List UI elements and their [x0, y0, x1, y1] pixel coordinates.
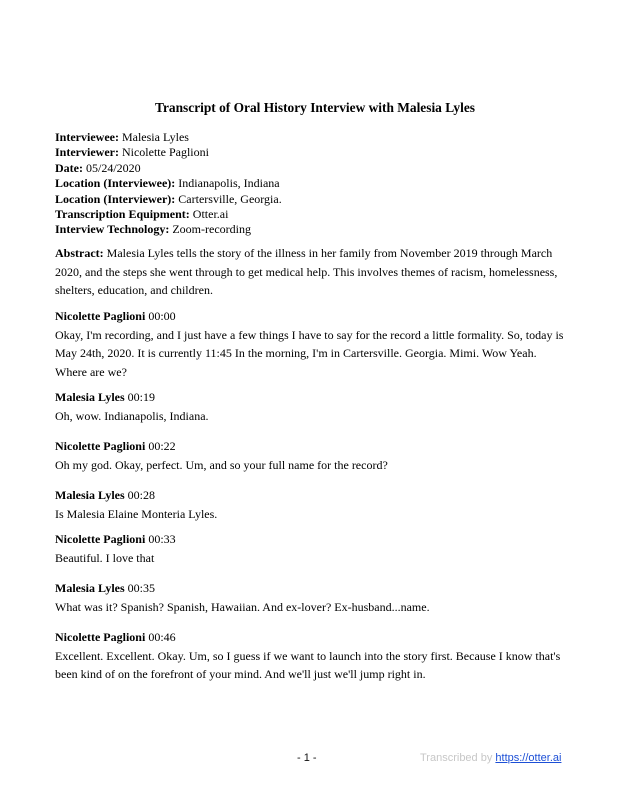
entry-text: Excellent. Excellent. Okay. Um, so I guess if we want to launch into the story first. Because I know that's been kind of on the forefront of your mind. And we'll just we'll jump right in.: [55, 648, 561, 681]
timestamp: 00:33: [148, 532, 176, 546]
timestamp: 00:35: [127, 581, 156, 595]
speaker-name: Nicolette Paglioni: [55, 439, 146, 453]
meta-interview-technology: [55, 222, 282, 237]
abstract-label: Abstract:: [55, 246, 104, 260]
meta-value: Zoom-recording: [172, 222, 251, 237]
meta-location-interviewer: [55, 192, 282, 207]
meta-value: Nicolette Paglioni: [121, 145, 209, 160]
timestamp: 00:00: [148, 309, 176, 323]
meta-label: Location (Interviewee):: [55, 176, 176, 191]
metadata-block: [55, 130, 282, 238]
transcript-entry: [55, 530, 565, 567]
speaker-name: Malesia Lyles: [55, 390, 125, 404]
timestamp: 00:46: [148, 630, 176, 644]
transcript-entry: [55, 437, 565, 474]
entry-header: [55, 486, 565, 505]
otter-link[interactable]: https://otter.ai: [495, 752, 562, 764]
meta-interviewee: [55, 130, 282, 145]
entry-header: [55, 307, 565, 326]
transcript-entry: [55, 628, 565, 684]
meta-value: Otter.ai: [192, 207, 229, 222]
credit-text: Transcribed by: [420, 752, 493, 764]
transcript-entry: [55, 579, 565, 616]
transcript-entry: [55, 388, 565, 425]
entry-header: [55, 437, 565, 456]
entry-header: [55, 579, 565, 598]
abstract-text: Malesia Lyles tells the story of the illness in her family from November 2019 through March 2020, and the steps she went through to get medical help. This involves themes of racism, homelessness, shelters, education, and children.: [55, 246, 558, 297]
meta-label: Interviewee:: [55, 130, 119, 144]
entry-text: Oh my god. Okay, perfect. Um, and so your full name for the record?: [55, 457, 388, 472]
transcript-entry: [55, 307, 565, 381]
timestamp: 00:28: [127, 488, 156, 502]
meta-value: Indianapolis, Indiana: [178, 176, 280, 191]
meta-transcription-equipment: [55, 207, 282, 222]
meta-label: Location (Interviewer):: [55, 191, 176, 206]
meta-location-interviewee: [55, 176, 282, 191]
speaker-name: Nicolette Paglioni: [55, 630, 146, 644]
entry-text: What was it? Spanish? Spanish, Hawaiian. And ex-lover? Ex-husband...name.: [55, 599, 430, 614]
meta-label: Interviewer:: [55, 145, 119, 160]
timestamp: 00:19: [127, 390, 156, 404]
timestamp: 00:22: [148, 439, 176, 453]
entry-header: [55, 628, 565, 647]
document-title: Transcript of Oral History Interview with Malesia Lyles: [155, 100, 475, 115]
speaker-name: Nicolette Paglioni: [55, 309, 146, 323]
transcript-entry: [55, 486, 565, 523]
meta-label: Interview Technology:: [55, 222, 170, 237]
entry-text: Oh, wow. Indianapolis, Indiana.: [55, 408, 209, 423]
entry-text: Okay, I'm recording, and I just have a few things I have to say for the record a little formality. So, today is May 24th, 2020. It is currently 11:45 In the morning, I'm in Cartersville. Georgia. Mimi. Wow Yeah. Where are we?: [55, 327, 564, 379]
entry-text: Beautiful. I love that: [55, 550, 155, 565]
abstract: [55, 244, 565, 300]
meta-value: Malesia Lyles: [121, 130, 189, 144]
meta-date: [55, 161, 282, 176]
transcription-credit: [420, 752, 561, 764]
meta-interviewer: [55, 145, 282, 160]
entry-header: [55, 530, 565, 549]
meta-label: Transcription Equipment:: [55, 207, 190, 222]
speaker-name: Nicolette Paglioni: [55, 532, 146, 546]
meta-value: Cartersville, Georgia.: [178, 191, 282, 206]
entry-header: [55, 388, 565, 407]
speaker-name: Malesia Lyles: [55, 581, 125, 595]
meta-label: Date:: [55, 160, 83, 175]
entry-text: Is Malesia Elaine Monteria Lyles.: [55, 506, 218, 521]
meta-value: 05/24/2020: [85, 160, 141, 175]
speaker-name: Malesia Lyles: [55, 488, 125, 502]
page-number: - 1 -: [297, 752, 317, 764]
